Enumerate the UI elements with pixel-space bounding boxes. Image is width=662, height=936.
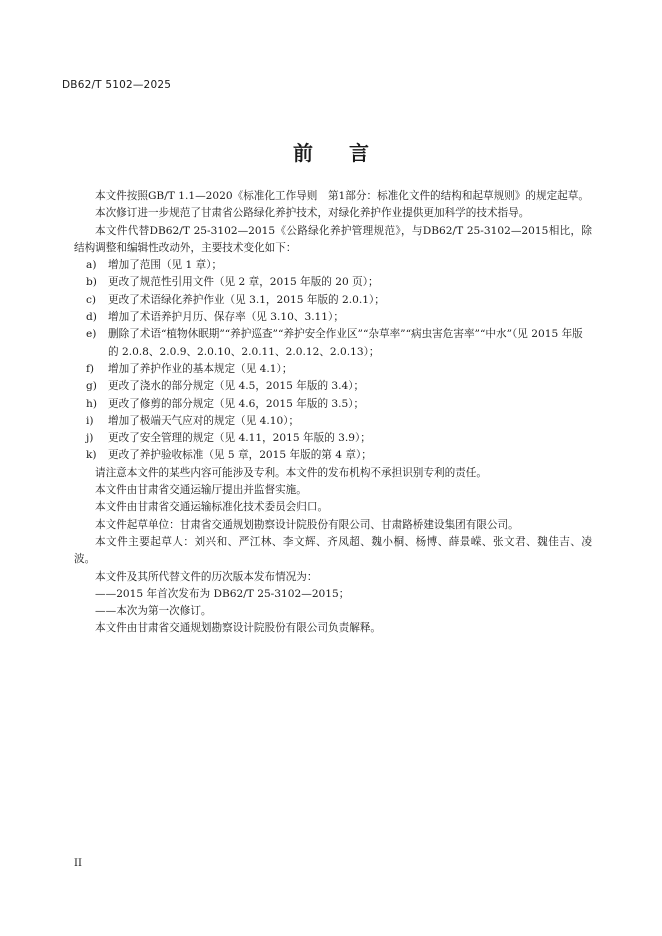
- paragraph-history-current: ——本次为第一次修订。: [95, 605, 212, 618]
- list-item: [74, 257, 592, 274]
- paragraph-drafting-rules: 本文件按照GB/T 1.1—2020《标准化工作导则 第1部分：标准化文件的结构和起草规则》的规定起草。: [95, 190, 589, 202]
- foreword-body: [74, 188, 592, 638]
- list-item-text: 更改了养护验收标准（见 5 章，2015 年版的第 4 章）；: [108, 449, 372, 462]
- list-item: [74, 326, 592, 361]
- list-item: [74, 274, 592, 291]
- list-item: [74, 292, 592, 309]
- paragraph-revision-purpose: 本次修订进一步规范了甘肃省公路绿化养护技术，对绿化养护作业提供更加科学的技术指导。: [95, 207, 530, 220]
- page-number: II: [74, 858, 82, 869]
- paragraph-drafting-units: 本文件起草单位：甘肃省交通规划勘察设计院股份有限公司、甘肃路桥建设集团有限公司。: [95, 518, 519, 531]
- list-item-text: 更改了规范性引用文件（见 2 章，2015 年版的 20 页）；: [108, 276, 379, 289]
- paragraph-drafters: 本文件主要起草人：刘兴和、严江林、李文辉、齐凤超、魏小桐、杨博、薛景嵘、张文君、魏佳吉、凌波。: [74, 535, 592, 566]
- list-item: [74, 396, 592, 413]
- list-item-label: a): [86, 259, 97, 272]
- list-item-text: 更改了安全管理的规定（见 4.11，2015 年版的 3.9）；: [108, 432, 371, 445]
- paragraph-replacement: 本文件代替DB62/T 25-3102—2015《公路绿化养护管理规范》，与DB62/T 25-3102—2015相比，除结构调整和编辑性改动外，主要技术变化如下：: [74, 224, 592, 254]
- list-item-text: 增加了极端天气应对的规定（见 4.10）；: [108, 414, 300, 427]
- page-title: 前言: [293, 141, 405, 165]
- list-item-text: 更改了术语绿化养护作业（见 3.1，2015 年版的 2.0.1）；: [108, 293, 385, 306]
- paragraph-history-intro: 本文件及其所代替文件的历次版本发布情况为：: [95, 570, 318, 583]
- list-item-text: 更改了浇水的部分规定（见 4.5，2015 年版的 3.4）；: [108, 380, 365, 393]
- list-item-label: g): [86, 380, 97, 393]
- list-item: [74, 447, 592, 464]
- list-item-label: j): [86, 432, 94, 445]
- list-item-text: 更改了修剪的部分规定（见 4.6，2015 年版的 3.5）；: [108, 397, 365, 410]
- list-item-label: c): [86, 293, 97, 306]
- list-item: [74, 430, 592, 447]
- list-item: [74, 361, 592, 378]
- list-item-text: 增加了术语养护月历、保存率（见 3.10、3.11）；: [108, 311, 344, 324]
- list-item-label: h): [86, 397, 97, 410]
- list-item-label: d): [86, 311, 97, 324]
- list-item-label: i): [86, 414, 94, 427]
- paragraph-interpretation: 本文件由甘肃省交通规划勘察设计院股份有限公司负责解释。: [95, 622, 382, 635]
- list-item-label: b): [86, 276, 97, 289]
- list-item-text: 增加了养护作业的基本规定（见 4.1）；: [108, 362, 293, 375]
- list-item-text: 增加了范围（见 1 章）；: [108, 259, 223, 272]
- changes-list: [74, 257, 592, 465]
- list-item-label: k): [86, 449, 97, 462]
- list-item-label: e): [86, 328, 97, 341]
- list-item: [74, 378, 592, 395]
- paragraph-proposer: 本文件由甘肃省交通运输厅提出并监督实施。: [95, 484, 307, 497]
- paragraph-patent-notice: 请注意本文件的某些内容可能涉及专利。本文件的发布机构不承担识别专利的责任。: [95, 466, 487, 479]
- standard-number: DB62/T 5102—2025: [62, 79, 172, 91]
- paragraph-committee: 本文件由甘肃省交通运输标准化技术委员会归口。: [95, 501, 329, 514]
- list-item-text: 删除了术语“植物休眠期”“养护巡查”“养护安全作业区”“杂草率”“病虫害危害率”“中水”（见 2015 年版的 2.0.8、2.0.9、2.0.10、2.0.11、2.0.12、2.0.13）；: [108, 328, 583, 358]
- list-item: [74, 413, 592, 430]
- list-item: [74, 309, 592, 326]
- paragraph-history-2015: ——2015 年首次发布为 DB62/T 25-3102—2015；: [95, 587, 350, 600]
- list-item-label: f): [86, 362, 95, 375]
